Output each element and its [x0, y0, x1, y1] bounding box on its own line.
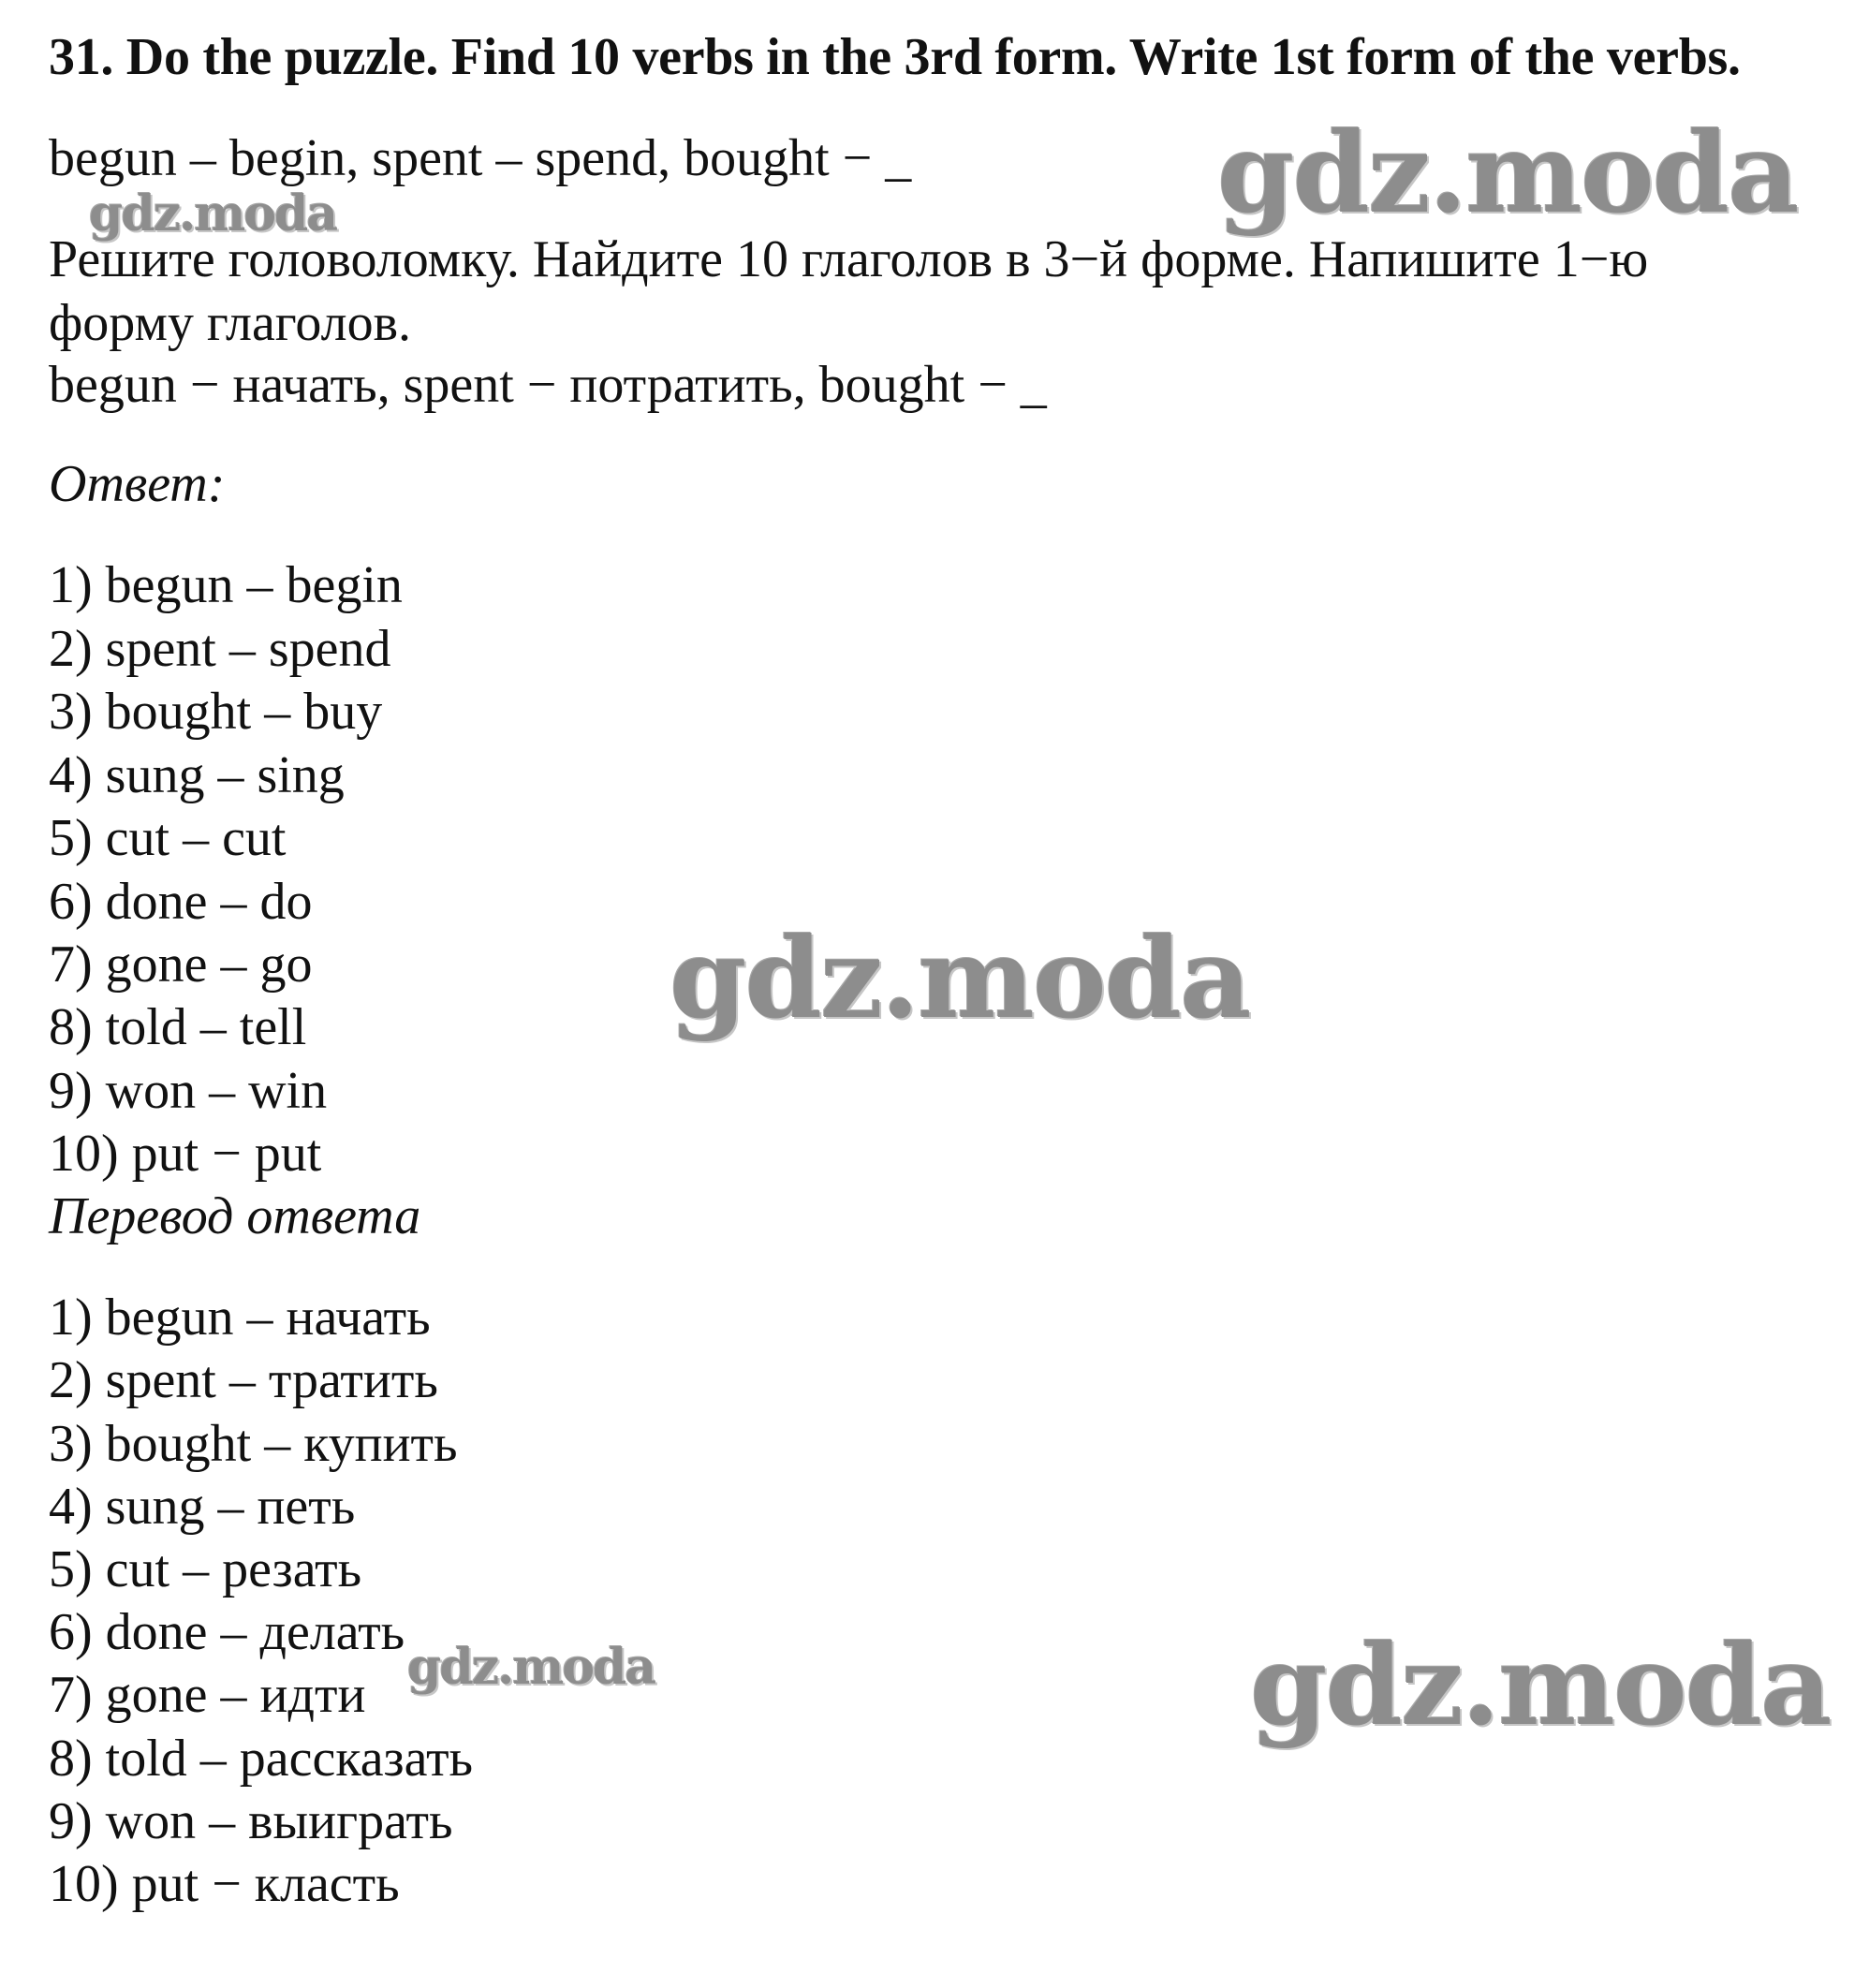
answer-item: 10) put − put: [49, 1125, 322, 1183]
answer-item: 9) won – win: [49, 1062, 328, 1120]
watermark: gdz.moda: [670, 913, 1250, 1043]
answer-item: 4) sung – sing: [49, 746, 345, 804]
task-example-en: begun – begin, spent – spend, bought − _: [49, 129, 912, 187]
translation-item: 1) begun – начать: [49, 1289, 431, 1347]
translation-heading: Перевод ответа: [49, 1187, 421, 1245]
task-example-ru: begun − начать, spent − потратить, bought − _: [49, 356, 1047, 414]
translation-item: 8) told – рассказать: [49, 1730, 474, 1788]
translation-item: 3) bought – купить: [49, 1415, 458, 1473]
translation-item: 7) gone – идти: [49, 1666, 366, 1724]
translation-item: 6) done – делать: [49, 1603, 405, 1661]
answer-heading: Ответ:: [49, 455, 226, 513]
watermark: gdz.moda: [407, 1639, 655, 1696]
task-title: 31. Do the puzzle. Find 10 verbs in the 3rd form. Write 1st form of the verbs.: [49, 28, 1741, 86]
task-instruction-ru-line1: Решите головоломку. Найдите 10 глаголов в 3−й форме. Напишите 1−ю: [49, 230, 1649, 288]
answer-item: 3) bought – buy: [49, 683, 383, 741]
answer-item: 1) begun – begin: [49, 556, 403, 614]
answer-item: 2) spent – spend: [49, 620, 391, 678]
translation-item: 10) put − класть: [49, 1855, 400, 1913]
watermark: gdz.moda: [1250, 1620, 1831, 1750]
watermark: gdz.moda: [1217, 108, 1798, 238]
translation-item: 4) sung – петь: [49, 1478, 356, 1536]
answer-item: 7) gone – go: [49, 935, 313, 994]
answer-item: 8) told – tell: [49, 998, 307, 1056]
task-instruction-ru-line2: форму глаголов.: [49, 294, 412, 352]
answer-item: 5) cut – cut: [49, 809, 287, 867]
translation-item: 9) won – выиграть: [49, 1792, 453, 1850]
answer-item: 6) done – do: [49, 873, 313, 931]
translation-item: 5) cut – резать: [49, 1540, 362, 1598]
watermark: gdz.moda: [89, 185, 337, 243]
translation-item: 2) spent – тратить: [49, 1351, 438, 1409]
